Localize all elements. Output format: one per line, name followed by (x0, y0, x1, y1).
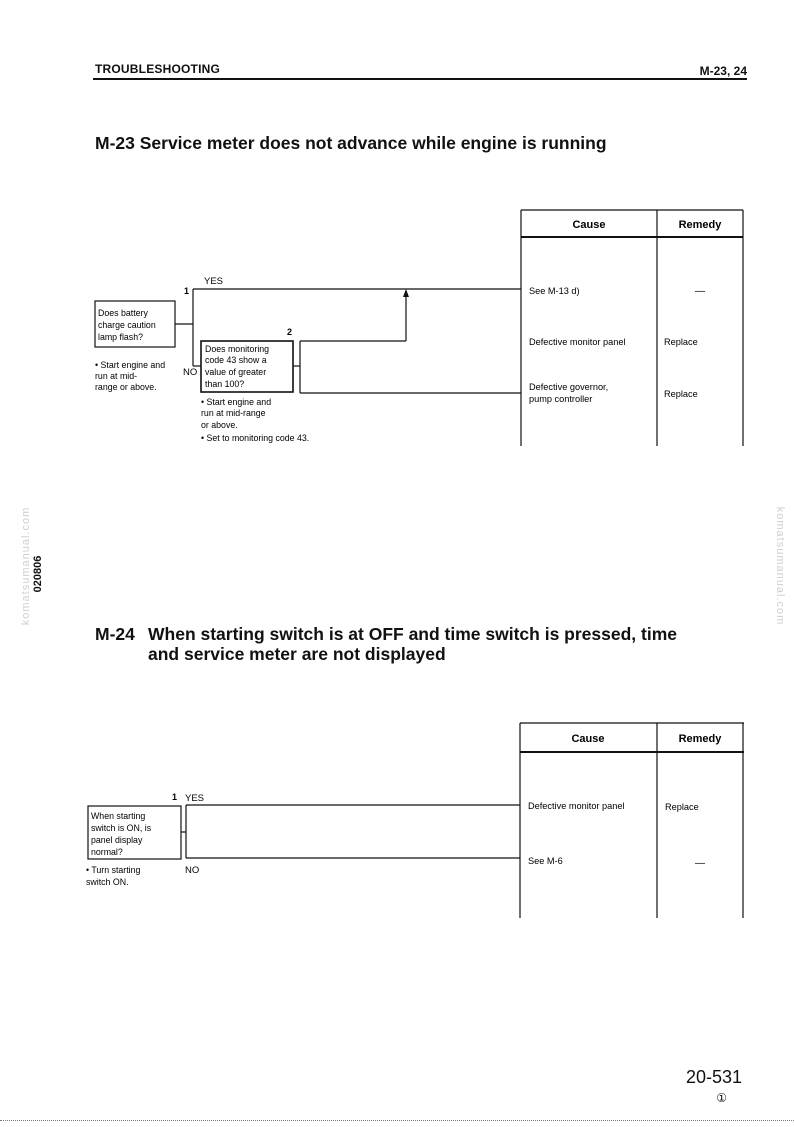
m23-row1-remedy: — (695, 286, 705, 297)
m23-title: M-23 Service meter does not advance while engine is running (95, 133, 607, 153)
m23-remedy-header: Remedy (678, 219, 722, 231)
m23-box1-notes: • Start engine and run at mid- range or above. (95, 360, 166, 392)
m24-box1-text: When starting switch is ON, is panel display normal? (91, 811, 152, 857)
m24-title (95, 624, 677, 664)
m24-yes-label: YES (185, 793, 205, 804)
watermark-right: komatsumanual.com (774, 506, 786, 626)
m23-box1-text: Does battery charge caution lamp flash? (98, 308, 156, 342)
m23-cause-table (521, 210, 743, 446)
m23-box2-notes: • Start engine and run at mid-range or above. • Set to monitoring code 43. (201, 397, 310, 443)
m24-cause-table (520, 723, 744, 918)
m23-arrow-head (403, 289, 409, 297)
m24-title-line2: and service meter are not displayed (148, 644, 446, 664)
m23-cause-header: Cause (572, 219, 606, 231)
m23-box1-number: 1 (184, 286, 190, 296)
m23-box2-number: 2 (287, 327, 293, 337)
m24-box1-branch (181, 805, 520, 858)
section-header: TROUBLESHOOTING (95, 62, 220, 76)
bottom-rule (0, 1120, 794, 1122)
m24-cause-header: Cause (571, 733, 605, 745)
m23-row3-remedy: Replace (664, 389, 698, 399)
m24-box1-number: 1 (172, 792, 178, 802)
m23-yes-label: YES (204, 276, 224, 287)
m24-row1-cause: Defective monitor panel (528, 801, 625, 811)
m24-title-number: M-24 (95, 624, 135, 644)
watermark-left: komatsumanual.com (20, 506, 32, 626)
section-codes: M-23, 24 (699, 64, 747, 78)
side-code: 020806 (32, 555, 44, 593)
m24-row2-cause: See M-6 (528, 856, 563, 866)
m23-box2-text: Does monitoring code 43 show a value of greater than 100? (205, 344, 270, 389)
m24-row2-remedy: — (695, 858, 705, 869)
m23-row2-cause: Defective monitor panel (529, 337, 626, 347)
m23-row3-cause: Defective governor, pump controller (529, 382, 609, 404)
m24-row1-remedy: Replace (665, 802, 699, 812)
m24-no-label: NO (185, 865, 200, 876)
m23-box2-branch (293, 292, 521, 393)
m24-title-line1: When starting switch is at OFF and time switch is pressed, time (148, 624, 677, 644)
page-number: 20-531 (685, 1067, 742, 1087)
m23-row1-cause: See M-13 d) (529, 286, 580, 296)
m23-no-label: NO (183, 367, 198, 378)
m23-row2-remedy: Replace (664, 337, 698, 347)
m24-remedy-header: Remedy (678, 733, 722, 745)
revision-mark: ① (716, 1091, 727, 1105)
m24-box1-notes: • Turn starting switch ON. (86, 865, 141, 887)
